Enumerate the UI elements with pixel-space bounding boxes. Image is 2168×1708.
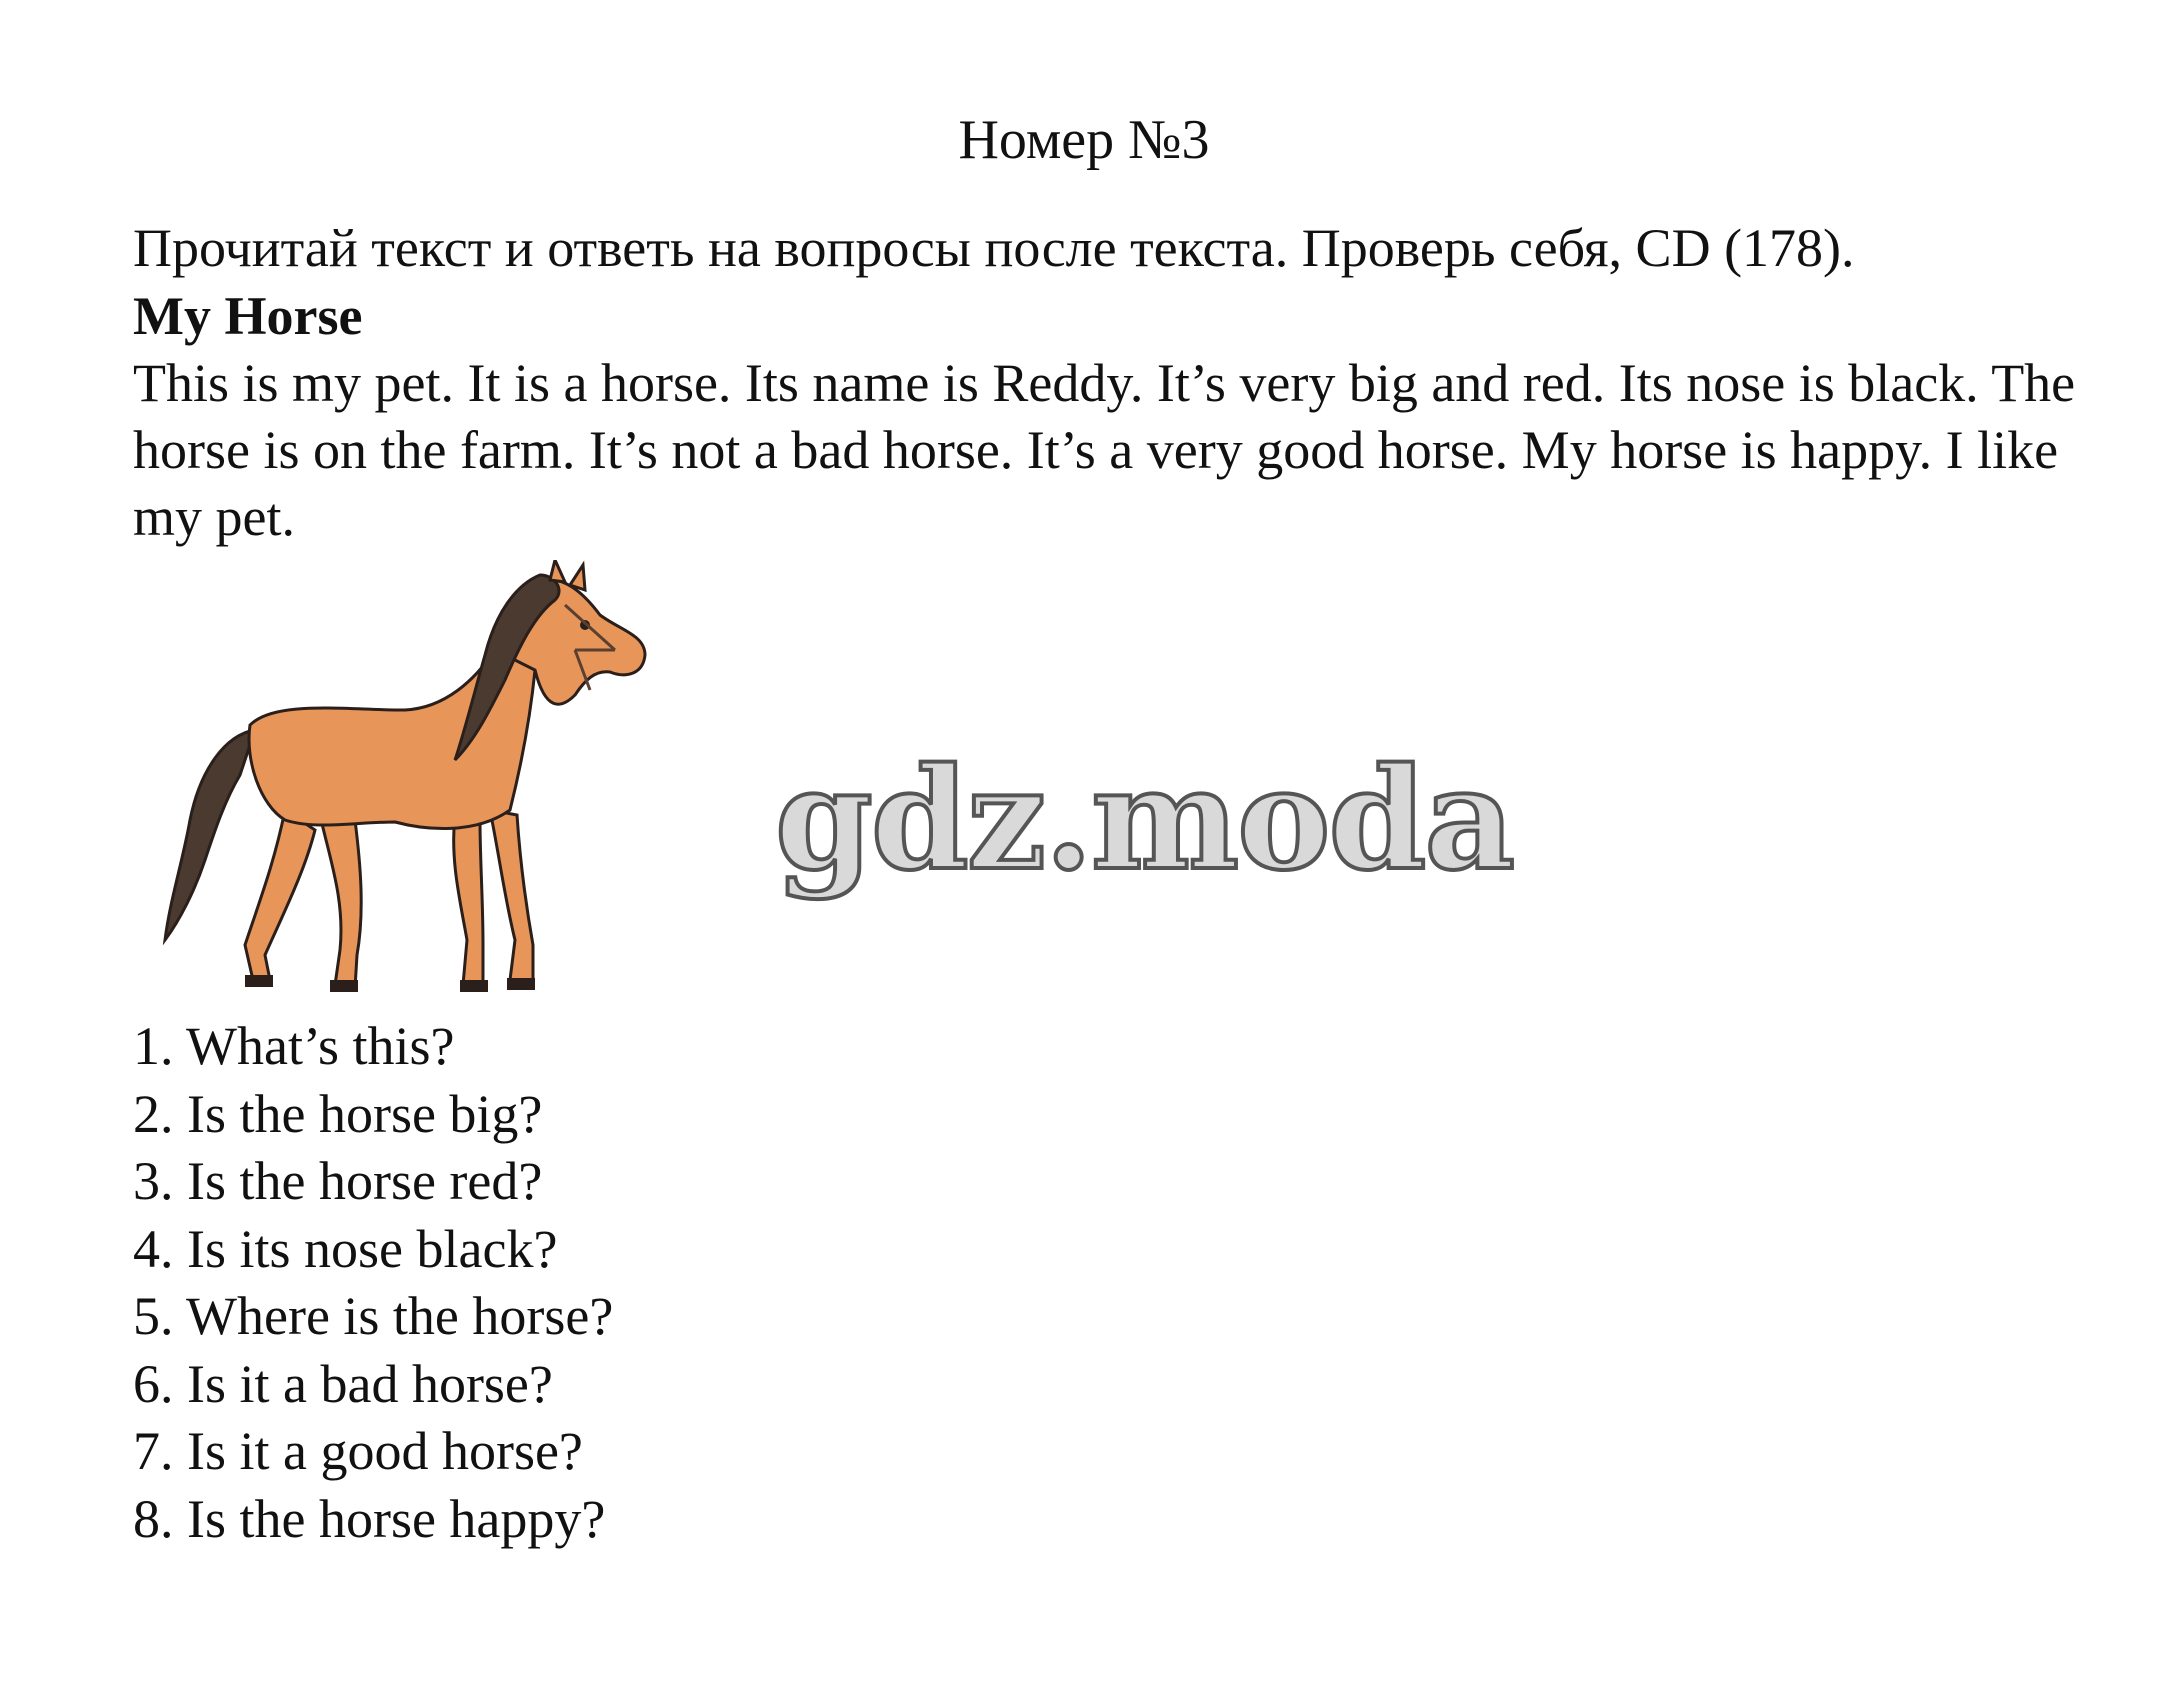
page-heading: Номер №3 <box>958 109 1210 171</box>
horse-back-leg-left <box>245 810 315 980</box>
question-item: 5. Where is the horse? <box>133 1286 614 1346</box>
horse-hoof <box>460 980 488 992</box>
instruction-text: Прочитай текст и ответь на вопросы после текста. Проверь себя, CD (178). <box>133 218 1855 278</box>
question-item: 3. Is the horse red? <box>133 1151 543 1211</box>
question-item: 4. Is its nose black? <box>133 1218 558 1279</box>
horse-back-leg-right <box>320 815 361 988</box>
question-item: 8. Is the horse happy? <box>133 1488 606 1549</box>
questions-list <box>133 1013 613 1553</box>
horse-ear <box>550 560 565 582</box>
horse-front-leg-right <box>490 810 533 985</box>
horse-illustration <box>145 560 705 1010</box>
story-title: My Horse <box>133 286 363 346</box>
horse-hoof <box>245 975 273 987</box>
question-item: 2. Is the horse big? <box>133 1083 543 1144</box>
question-item: 1. What’s this? <box>133 1016 455 1076</box>
horse-hoof <box>507 978 535 990</box>
question-item: 6. Is it a bad horse? <box>133 1353 553 1414</box>
horse-ear <box>570 565 585 590</box>
watermark: gdz.moda <box>775 738 1514 902</box>
horse-front-leg-left <box>454 815 483 988</box>
story-text: This is my pet. It is a horse. Its name is Reddy. It’s very big and red. Its nose is black. The horse is on the farm. It’s not a bad horse. It’s a very good horse. My horse is happy. I like my pet. <box>133 353 2076 547</box>
question-item: 7. Is it a good horse? <box>133 1421 583 1481</box>
horse-hoof <box>330 980 358 992</box>
horse-tail <box>165 730 255 940</box>
